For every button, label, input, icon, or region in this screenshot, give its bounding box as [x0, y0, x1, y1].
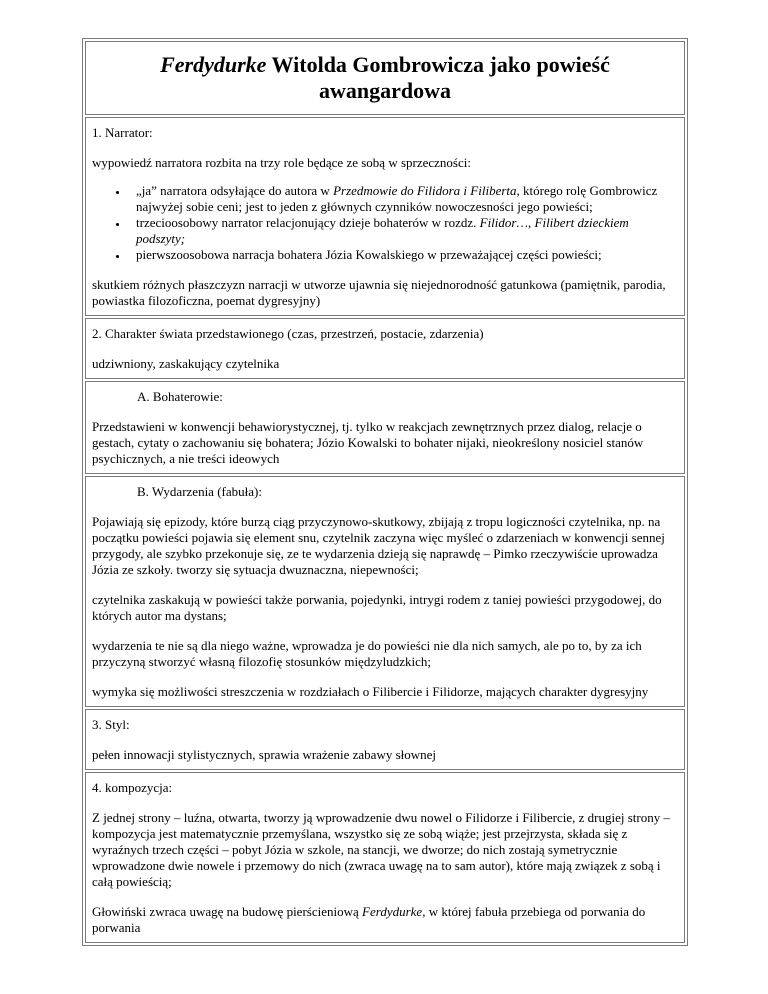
paragraph: Przedstawieni w konwencji behawiorystycznej, tj. tylko w reakcjach zewnętrznych przez dialog, relacje o gestach, cytaty o zachowaniu się bohatera; Józio Kowalski to bohater nijaki, nieokreślony nosiciel stanów psychicznych, a nie treści ideowych: [92, 419, 644, 466]
list-italic: Filidor…, Filibert dzieckiem podszyty;: [136, 215, 629, 246]
section-narrator: [85, 117, 685, 316]
section-heading: 2. Charakter świata przedstawionego (czas, przestrzeń, postacie, zdarzenia): [92, 326, 484, 341]
narrator-list: [92, 183, 678, 263]
list-text: „ja” narratora odsyłające do autora w: [136, 183, 334, 198]
section-world: [85, 318, 685, 379]
title-cell: [85, 41, 685, 115]
paragraph: wymyka się możliwości streszczenia w rozdziałach o Filibercie i Filidorze, mających charakter dygresyjny: [92, 684, 649, 699]
paragraph-text: , w której fabuła przebiega od porwania do porwania: [92, 904, 646, 935]
list-text: pierwszoosobowa narracja bohatera Józia Kowalskiego w przeważającej części powieści;: [136, 247, 602, 262]
section-characters: [85, 381, 685, 474]
paragraph: [92, 904, 678, 936]
section-heading: 1. Narrator:: [92, 125, 153, 140]
document-table: [82, 38, 688, 946]
list-italic: Przedmowie do Filidora i Filiberta: [333, 183, 517, 198]
section-heading: 4. kompozycja:: [92, 780, 173, 795]
section-composition: [85, 772, 685, 943]
section-events: [85, 476, 685, 707]
section-heading: A. Bohaterowie:: [137, 389, 223, 404]
section-heading: 3. Styl:: [92, 717, 130, 732]
paragraph: Pojawiają się epizody, które burzą ciąg przyczynowo-skutkowy, zbijają z tropu logiczności czytelnika, np. na początku powieści pojawia się element snu, czytelnik zaczyna więc myśleć o zdarzeniach w konwencji sennej przygody, ale szybko przekonuje się, ze te wydarzenia dzieją się naprawdę – Pimko rzeczywiście uprowadza Józia ze szkoły. tworzy się sytuacja dwuznaczna, niepewności;: [92, 514, 665, 577]
list-item: [128, 215, 678, 247]
title-rest: Witolda Gombrowicza jako powieść awangardowa: [266, 52, 610, 103]
list-text: , którego rolę Gombrowicz najwyżej sobie ceni; jest to jeden z głównych czynników nowoczesności jego powieści;: [136, 183, 658, 214]
paragraph: udziwniony, zaskakujący czytelnika: [92, 356, 280, 371]
title-italic: Ferdydurke: [160, 52, 267, 77]
paragraph: wydarzenia te nie są dla niego ważne, wprowadza je do powieści nie dla nich samych, ale po to, by za ich przyczyną stworzyć własną filozofię stosunków międzyludzkich;: [92, 638, 642, 669]
list-text: trzecioosobowy narrator relacjonujący dzieje bohaterów w rozdz.: [136, 215, 480, 230]
paragraph: skutkiem różnych płaszczyzn narracji w utworze ujawnia się niejednorodność gatunkowa (pamiętnik, parodia, powiastka filozoficzna, poemat dygresyjny): [92, 277, 666, 308]
paragraph-italic: Ferdydurke: [362, 904, 423, 919]
paragraph: czytelnika zaskakują w powieści także porwania, pojedynki, intrygi rodem z taniej powieści przygodowej, do których autor ma dystans;: [92, 592, 662, 623]
paragraph: wypowiedź narratora rozbita na trzy role będące ze sobą w sprzeczności:: [92, 155, 471, 170]
paragraph: Z jednej strony – luźna, otwarta, tworzy ją wprowadzenie dwu nowel o Filidorze i Filibercie, z drugiej strony – kompozycja jest matematycznie przemyślana, wszystko się ze sobą wiąże; jest przejrzysta, składa się z wyraźnych trzech części – pobyt Józia w szkole, na stancji, we dworze; do nich zostają symetrycznie wprowadzone dwie nowele i przemowy do nich (zwraca uwagę na to sam autor), które mają związek z sobą i całą powieścią;: [92, 810, 670, 889]
section-style: [85, 709, 685, 770]
paragraph: pełen innowacji stylistycznych, sprawia wrażenie zabawy słownej: [92, 747, 437, 762]
list-item: [128, 183, 678, 215]
list-item: [128, 247, 678, 263]
section-heading: B. Wydarzenia (fabuła):: [137, 484, 262, 499]
document-title: [94, 52, 676, 104]
paragraph-text: Głowiński zwraca uwagę na budowę pierścieniową: [92, 904, 363, 919]
